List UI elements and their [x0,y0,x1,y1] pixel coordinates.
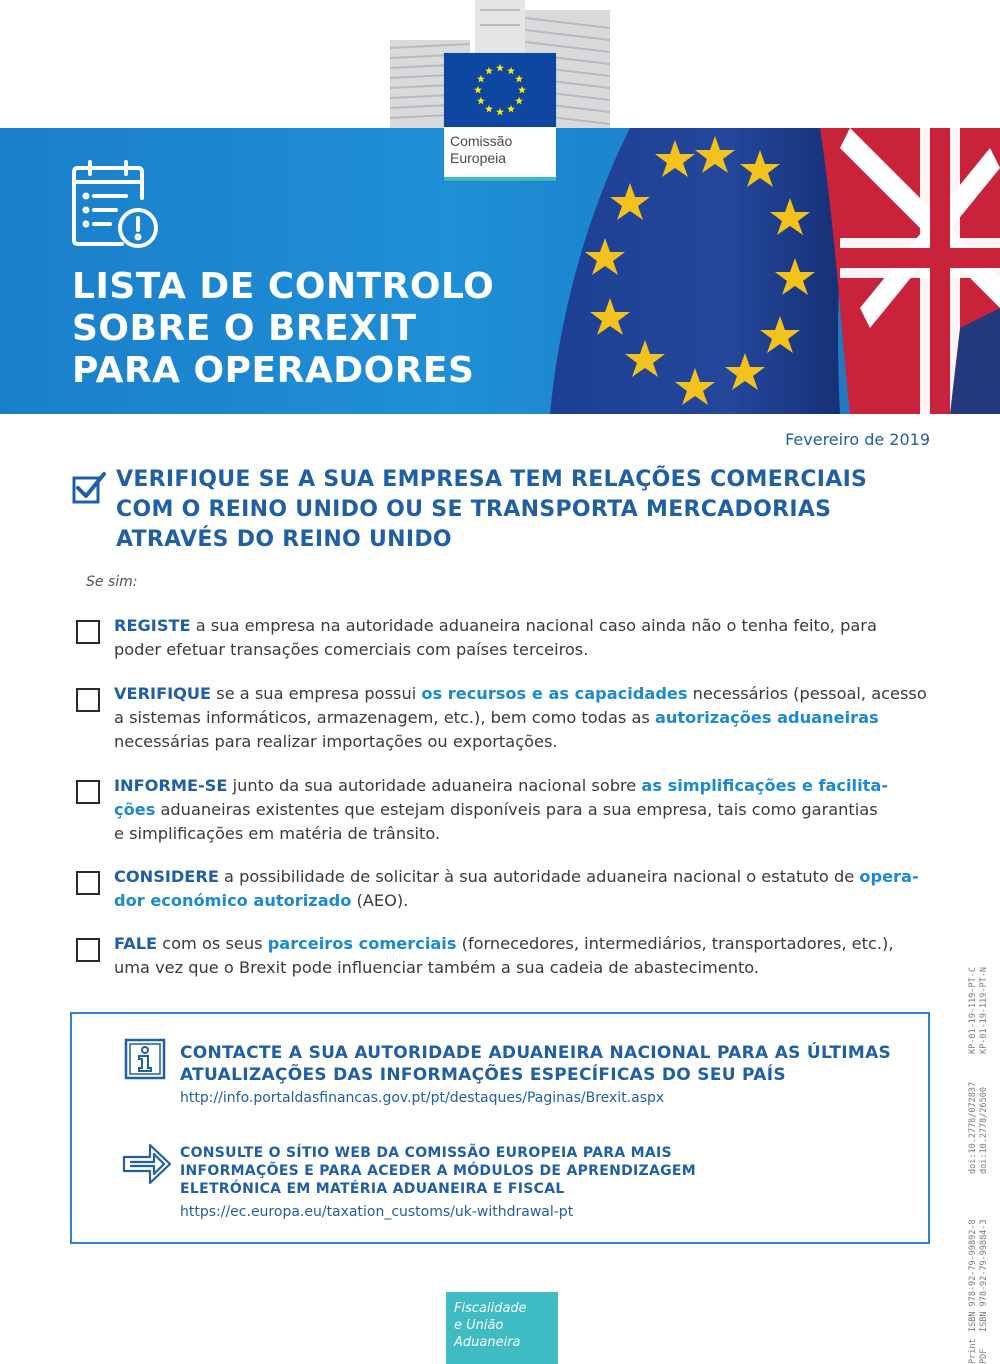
checkbox[interactable] [76,780,100,804]
contact-box [70,1012,930,1244]
website-title [180,1144,696,1198]
format-label: Print [968,1338,978,1364]
body-text: a sua empresa na autoridade aduaneira nacional caso ainda não o tenha feito, para [190,616,877,635]
checkbox[interactable] [76,871,100,895]
eu-flag-icon [444,53,556,127]
action-keyword: CONSIDERE [114,867,219,886]
page-title [72,266,532,392]
european-commission-logo [444,53,556,181]
info-icon [124,1038,166,1080]
item-line [114,889,929,913]
catalogue-number: KP-01-19-119-PT-N [979,967,989,1054]
se-sim-label: Se sim: [86,574,138,590]
eu-uk-flags-photo [520,128,1000,414]
action-keyword: VERIFIQUE [114,684,212,703]
body-text: junto da sua autoridade aduaneira nacional sobre [227,776,642,795]
body-text: se a sua empresa possui [211,684,422,703]
website-title-line: ELETRÓNICA EM MATÉRIA ADUANEIRA E FISCAL [180,1181,565,1197]
doi: doi:10.2778/072837 [968,1081,978,1174]
item-line [114,706,929,730]
action-keyword: INFORME-SE [114,776,228,795]
ec-website-link[interactable]: https://ec.europa.eu/taxation_customs/uk-withdrawal-pt [180,1204,574,1220]
highlight-text: os recursos e as capacidades [421,684,688,703]
doi: doi:10.2778/26500 [979,1087,989,1174]
highlight-text: as simplificações e facilita- [641,776,889,795]
title-line: PARA OPERADORES [72,350,475,391]
title-line: LISTA DE CONTROLO [72,266,495,307]
body-text: necessárias para realizar importações ou exportações. [114,732,558,751]
body-text: poder efetuar transações comerciais com países terceiros. [114,640,589,659]
item-line [114,730,929,754]
website-title-line: INFORMAÇÕES E PARA ACEDER A MÓDULOS DE APRENDIZAGEM [180,1163,697,1179]
action-keyword: FALE [114,934,158,953]
item-line [114,822,929,846]
portal-financas-link[interactable]: http://info.portaldasfinancas.gov.pt/pt/destaques/Paginas/Brexit.aspx [180,1090,665,1106]
contact-title-line: CONTACTE A SUA AUTORIDADE ADUANEIRA NACIONAL PARA AS ÚLTIMAS [180,1043,892,1063]
item-line [114,774,929,798]
item-text [114,932,929,980]
publication-identifiers [968,967,990,1364]
logo-text: Comissão Europeia [450,133,513,166]
body-text: aduaneiras existentes que estejam disponíveis para a sua empresa, tais como garantias [155,800,878,819]
headline-line: COM O REINO UNIDO OU SE TRANSPORTA MERCADORIAS [116,497,832,522]
highlight-text: opera- [859,867,919,886]
highlight-text: ções [114,800,156,819]
headline-line: ATRAVÉS DO REINO UNIDO [116,527,452,552]
body-text: a possibilidade de solicitar à sua autoridade aduaneira nacional o estatuto de [218,867,860,886]
action-keyword: REGISTE [114,616,191,635]
format-label: PDF [979,1348,989,1364]
body-text: (fornecedores, intermediários, transportadores, etc.), [456,934,894,953]
checked-box-icon [72,470,106,504]
body-text: necessários (pessoal, acesso [687,684,927,703]
checklist-warning-icon [70,158,160,250]
checkbox[interactable] [76,688,100,712]
item-text [114,865,929,913]
catalogue-number: KP-01-19-119-PT-C [968,967,978,1054]
highlight-text: dor económico autorizado [114,891,352,910]
item-line [114,638,929,662]
body-text: a sistemas informáticos, armazenagem, etc.), bem como todas as [114,708,655,727]
headline-line: VERIFIQUE SE A SUA EMPRESA TEM RELAÇÕES COMERCIAIS [116,467,868,492]
main-headline [116,465,936,555]
item-line [114,956,929,980]
isbn: ISBN 978-92-79-99884-3 [979,1219,989,1332]
title-line: SOBRE O BREXIT [72,308,417,349]
highlight-text: parceiros comerciais [267,934,457,953]
body-text: (AEO). [351,891,409,910]
isbn: ISBN 978-92-79-99892-8 [968,1219,978,1332]
arrow-right-icon [122,1140,174,1188]
item-text [114,682,929,754]
publication-date: Fevereiro de 2019 [785,430,930,449]
item-text [114,774,929,846]
footer-tag: Fiscalidade e União Aduaneira [446,1292,558,1364]
body-text: uma vez que o Brexit pode influenciar também a sua cadeia de abastecimento. [114,958,760,977]
checkbox[interactable] [76,620,100,644]
identifier-row-print [968,967,979,1364]
highlight-text: autorizações aduaneiras [654,708,879,727]
body-text: e simplificações em matéria de trânsito. [114,824,441,843]
item-text [114,614,929,662]
item-line [114,798,929,822]
body-text: com os seus [157,934,268,953]
item-line [114,865,929,889]
checkbox[interactable] [76,938,100,962]
contact-title [180,1042,891,1086]
website-title-line: CONSULTE O SÍTIO WEB DA COMISSÃO EUROPEIA PARA MAIS [180,1145,672,1161]
item-line [114,932,929,956]
contact-title-line: ATUALIZAÇÕES DAS INFORMAÇÕES ESPECÍFICAS DO SEU PAÍS [180,1065,786,1085]
identifier-row-pdf [979,967,990,1364]
item-line [114,682,929,706]
item-line [114,614,929,638]
